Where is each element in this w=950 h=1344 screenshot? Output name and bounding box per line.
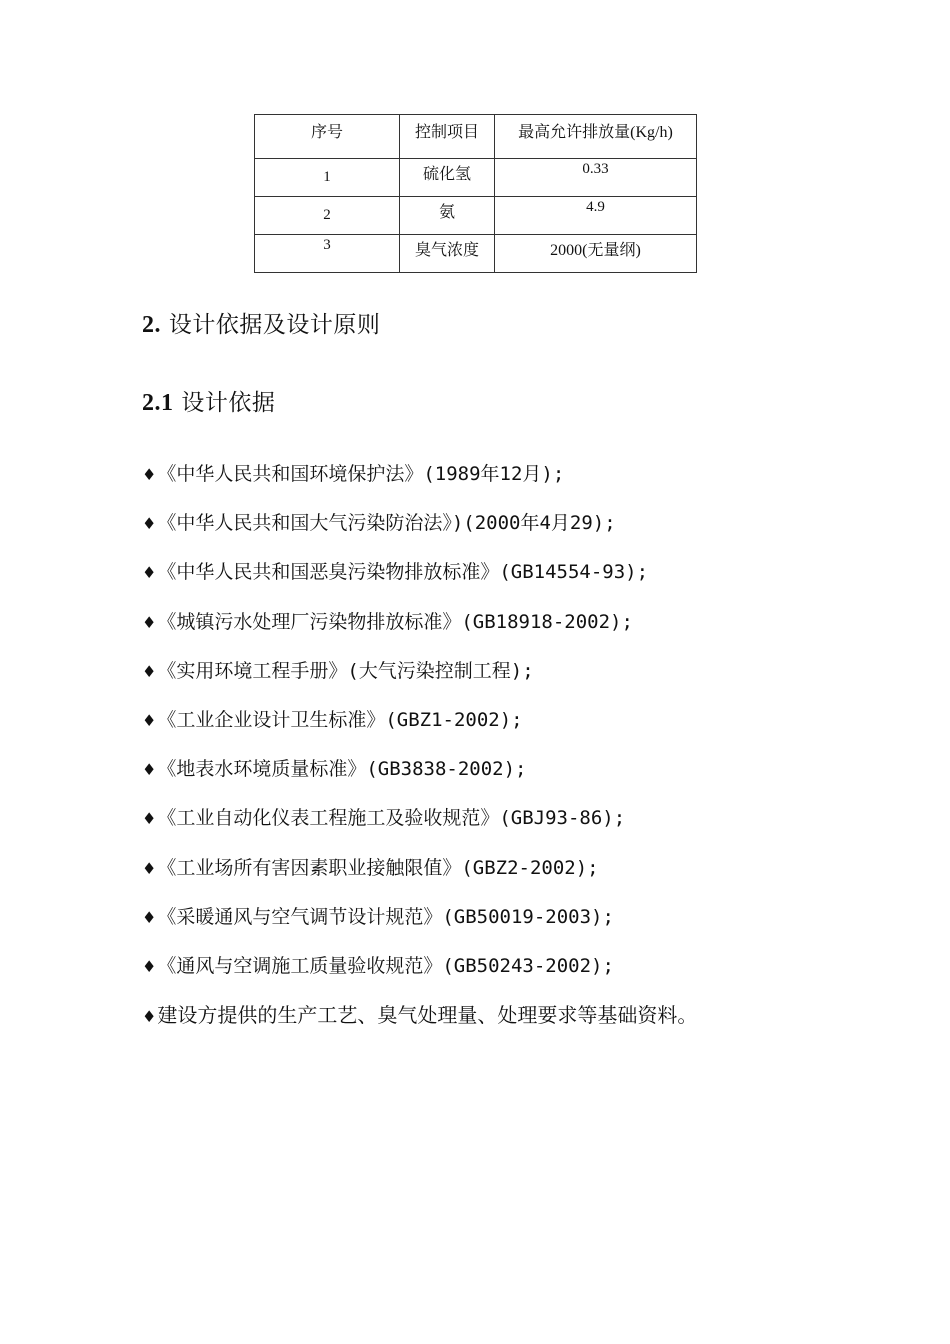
diamond-bullet-icon: ♦ [142, 661, 157, 681]
list-item [142, 459, 697, 508]
cell-index: 1 [255, 159, 400, 197]
list-item [142, 508, 697, 557]
list-item [142, 951, 697, 1000]
reference-text: 《实用环境工程手册》(大气污染控制工程); [157, 659, 534, 682]
table-row [255, 235, 697, 273]
list-item [142, 607, 697, 656]
diamond-bullet-icon: ♦ [142, 1007, 157, 1027]
reference-text: 《地表水环境质量标准》(GB3838-2002); [157, 758, 527, 781]
table-row [255, 159, 697, 197]
list-item [142, 754, 697, 803]
list-item [142, 853, 697, 902]
diamond-bullet-icon: ♦ [142, 809, 157, 829]
cell-item: 臭气浓度 [400, 235, 495, 273]
diamond-bullet-icon: ♦ [142, 465, 157, 484]
diamond-bullet-icon: ♦ [142, 612, 157, 632]
emission-limits-table [254, 114, 697, 273]
diamond-bullet-icon: ♦ [142, 858, 157, 878]
section-number: 2.1 [142, 390, 174, 416]
list-item [142, 1000, 697, 1049]
reference-text: 《中华人民共和国恶臭污染物排放标准》(GB14554-93); [157, 561, 649, 584]
reference-text: 《采暖通风与空气调节设计规范》(GB50019-2003); [157, 905, 614, 928]
cell-limit: 2000(无量纲) [495, 235, 697, 273]
section-title: 设计依据及设计原则 [168, 312, 381, 338]
diamond-bullet-icon: ♦ [142, 760, 157, 780]
section-heading-2 [142, 306, 380, 339]
reference-list [142, 459, 697, 1049]
list-item [142, 902, 697, 951]
list-item [142, 803, 697, 852]
cell-limit: 0.33 [495, 159, 697, 197]
cell-index: 2 [255, 197, 400, 235]
list-item [142, 656, 697, 705]
diamond-bullet-icon: ♦ [142, 710, 157, 730]
section-number: 2. [142, 312, 161, 338]
list-item [142, 557, 697, 606]
header-cell-limit: 最高允许排放量(Kg/h) [495, 115, 697, 159]
reference-text: 《工业企业设计卫生标准》(GBZ1-2002); [157, 708, 523, 731]
header-cell-item: 控制项目 [400, 115, 495, 159]
section-title: 设计依据 [181, 390, 276, 416]
reference-text: 建设方提供的生产工艺、臭气处理量、处理要求等基础资料。 [157, 1003, 698, 1028]
reference-text: 《中华人民共和国大气污染防治法》)(2000年4月29); [157, 512, 616, 535]
reference-text: 《城镇污水处理厂污染物排放标准》(GB18918-2002); [157, 610, 633, 633]
section-heading-2-1 [142, 384, 275, 417]
table-row [255, 197, 697, 235]
cell-limit: 4.9 [495, 197, 697, 235]
cell-item: 硫化氢 [400, 159, 495, 197]
header-cell-index: 序号 [255, 115, 400, 159]
reference-text: 《工业自动化仪表工程施工及验收规范》(GBJ93-86); [157, 807, 626, 830]
diamond-bullet-icon: ♦ [142, 514, 157, 534]
table-header-row [255, 115, 697, 159]
list-item [142, 705, 697, 754]
diamond-bullet-icon: ♦ [142, 907, 157, 927]
diamond-bullet-icon: ♦ [142, 956, 157, 976]
reference-text: 《中华人民共和国环境保护法》(1989年12月); [157, 463, 565, 485]
cell-item: 氨 [400, 197, 495, 235]
reference-text: 《工业场所有害因素职业接触限值》(GBZ2-2002); [157, 856, 599, 879]
reference-text: 《通风与空调施工质量验收规范》(GB50243-2002); [157, 954, 614, 977]
diamond-bullet-icon: ♦ [142, 563, 157, 583]
cell-index: 3 [255, 235, 400, 273]
